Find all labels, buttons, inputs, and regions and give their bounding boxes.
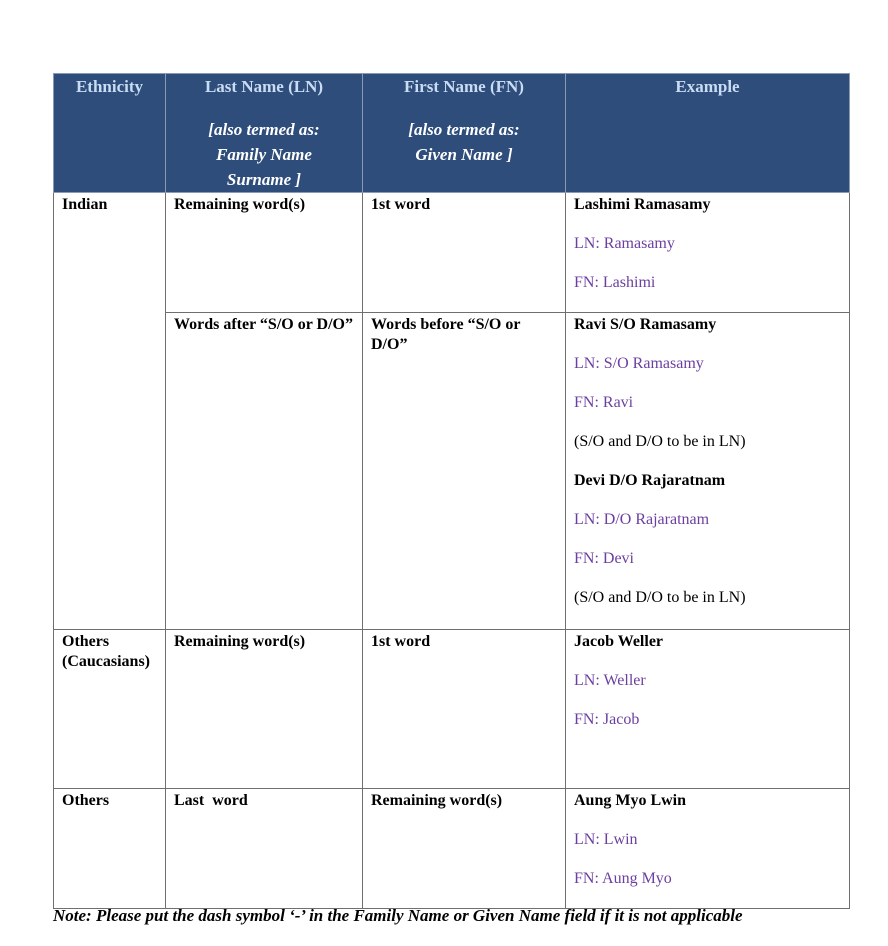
table-row — [54, 630, 850, 789]
first-name-rule: Remaining word(s) — [371, 792, 503, 809]
first-name-rule: Words before “S/O or D/O” — [371, 316, 521, 353]
example-first-name: FN: Aung Myo — [574, 870, 672, 887]
example-first-name: FN: Devi — [574, 550, 634, 567]
footer-note: Note: Please put the dash symbol ‘-’ in the Family Name or Given Name field if it is not applicable — [53, 906, 743, 925]
first-name-rule: 1st word — [371, 633, 431, 650]
last-name-cell — [166, 789, 363, 909]
table-row — [54, 313, 850, 630]
name-format-table — [53, 73, 850, 909]
example-full-name: Jacob Weller — [574, 633, 664, 650]
header-first-name — [363, 74, 566, 193]
header-ethnicity-label: Ethnicity — [75, 77, 144, 96]
header-last-name — [166, 74, 363, 193]
header-ethnicity — [54, 74, 166, 193]
first-name-cell — [363, 630, 566, 789]
header-example-label: Example — [675, 77, 740, 96]
example-first-name: FN: Lashimi — [574, 274, 656, 291]
example-cell — [566, 789, 850, 909]
table-row — [54, 193, 850, 313]
ethnicity-value: Others (Caucasians) — [62, 633, 151, 670]
header-first-name-alias: [also termed as: Given Name ] — [408, 120, 520, 164]
last-name-rule: Remaining word(s) — [174, 196, 306, 213]
ethnicity-cell — [54, 630, 166, 789]
example-full-name: Lashimi Ramasamy — [574, 196, 711, 213]
example-cell — [566, 193, 850, 313]
example-cell — [566, 313, 850, 630]
first-name-rule: 1st word — [371, 196, 431, 213]
header-example — [566, 74, 850, 193]
ethnicity-value: Indian — [62, 196, 108, 213]
example-note: (S/O and D/O to be in LN) — [574, 589, 746, 606]
ethnicity-cell — [54, 193, 166, 630]
first-name-cell — [363, 313, 566, 630]
example-cell — [566, 630, 850, 789]
example-last-name: LN: Lwin — [574, 831, 638, 848]
last-name-cell — [166, 193, 363, 313]
example-last-name: LN: Ramasamy — [574, 235, 675, 252]
first-name-cell — [363, 193, 566, 313]
example-full-name: Aung Myo Lwin — [574, 792, 687, 809]
table-row — [54, 789, 850, 909]
ethnicity-cell — [54, 789, 166, 909]
example-last-name: LN: D/O Rajaratnam — [574, 511, 710, 528]
first-name-cell — [363, 789, 566, 909]
header-first-name-label: First Name (FN) — [404, 77, 524, 96]
header-last-name-label: Last Name (LN) — [204, 77, 324, 96]
last-name-rule: Last word — [174, 792, 248, 809]
last-name-cell — [166, 313, 363, 630]
example-first-name: FN: Ravi — [574, 394, 634, 411]
example-last-name: LN: S/O Ramasamy — [574, 355, 704, 372]
example-last-name: LN: Weller — [574, 672, 646, 689]
last-name-rule: Words after “S/O or D/O” — [174, 316, 353, 333]
example-full-name: Devi D/O Rajaratnam — [574, 472, 726, 489]
example-full-name: Ravi S/O Ramasamy — [574, 316, 717, 333]
header-row — [54, 74, 850, 193]
example-note: (S/O and D/O to be in LN) — [574, 433, 746, 450]
last-name-rule: Remaining word(s) — [174, 633, 306, 650]
last-name-cell — [166, 630, 363, 789]
ethnicity-value: Others — [62, 792, 110, 809]
example-first-name: FN: Jacob — [574, 711, 640, 728]
header-last-name-alias: [also termed as: Family Name Surname ] — [208, 120, 320, 189]
